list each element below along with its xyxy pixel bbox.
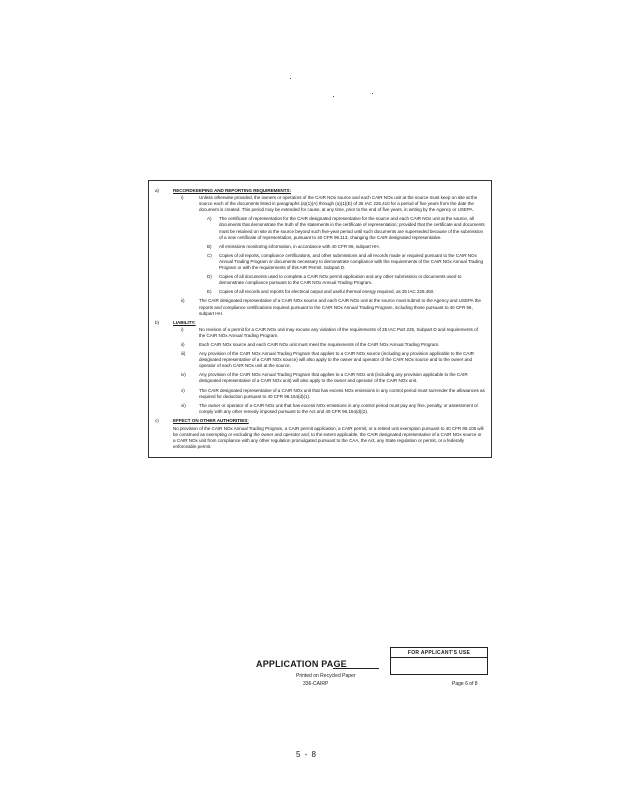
item-text: The owner or operator of a CAIR NOx unit that has excess NOx emissions in any control period must pay any fine, penalty, or assessment or comply with any other remedy imposed pursuant to the Act and 40 CFR 96.154(d)(2). bbox=[199, 402, 479, 414]
sub-item-text: Copies of all reports, compliance certifications, and other submissions and all records made or required pursuant to the CAIR NOx Annual Trading Program or documents necessary to demonstrate compliance with the requirements of the CAIR NOx Annual Trading Program or with the requirements of this AIR Permit. Subpart D. bbox=[219, 252, 483, 271]
sub-item bbox=[173, 289, 485, 295]
list-item bbox=[173, 195, 485, 213]
item-number: i) bbox=[181, 326, 184, 332]
item-number: i) bbox=[181, 195, 184, 201]
item-text: Each CAIR NOx source and each CAIR NOx unit must meet the requirements of the CAIR NOx Annual Trading Program. bbox=[199, 341, 440, 347]
item-text: Any provision of the CAIR NOx Annual Trading Program that applies to a CAIR NOx unit (including any provision applicable to the CAIR designated representative of a CAIR NOx unit) will also apply to the owner and operator of the CAIR NOx unit. bbox=[199, 372, 468, 384]
sub-item-text: All emissions monitoring information, in accordance with 40 CFR 96, subpart HH. bbox=[219, 243, 380, 249]
scan-speck bbox=[290, 78, 291, 79]
item-text: Unless otherwise provided, the owners or operators of the CAIR NOx source and each CAIR NOx unit at the source must keep on site at the source each of the documents listed in paragraphs (a)(1)(A) through (a)(1)(E) of 35 IAC 225.410 for a period of five years from the date the document is created. This period may be extended for cause, at any time, prior to the end of five years, in writing by the Agency or USEPA. bbox=[199, 195, 478, 213]
sub-item bbox=[173, 274, 485, 286]
section-paragraph: No provision of the CAIR NOx Annual Trading Program, a CAIR permit application, a CAIR permit, or a retired unit exemption pursuant to 40 CFR 96.105 will be construed as exempting or excluding the owner and operator and, to the extent applicable, the CAIR designated representative of a CAIR NOx source or a CAIR NOx unit from compliance with any other regulation promulgated pursuant to the CAA, the Act, any State regulation or permit, or a federally enforceable permit. bbox=[173, 426, 484, 450]
document-body bbox=[155, 188, 485, 453]
list-item bbox=[173, 298, 485, 316]
item-text: The CAIR designated representative of a CAIR NOx unit that has excess NOx emissions in any control period must surrender the allowances as required for deduction pursuant to 40 CFR 96.154(d)(1). bbox=[199, 387, 485, 399]
section-number: c) bbox=[155, 417, 159, 423]
section bbox=[155, 418, 485, 450]
sub-item-number: E) bbox=[207, 289, 212, 295]
scan-speck bbox=[372, 93, 373, 94]
page-number: 5 - 8 bbox=[296, 750, 318, 759]
item-number: iv) bbox=[181, 372, 186, 378]
section-title: RECORDKEEPING AND REPORTING REQUIREMENTS: bbox=[173, 188, 291, 193]
application-page-title: APPLICATION PAGE bbox=[256, 659, 347, 669]
item-text: The CAIR designated representative of a CAIR NOx source and each CAIR NOx unit at the source must submit to the Agency and USEPA the reports and compliance certifications required pursuant to the CAIR NOx Annual Trading Program, including those pursuant to 40 CFR 96, subpart HH. bbox=[199, 298, 481, 316]
section bbox=[155, 320, 485, 415]
section-title: EFFECT ON OTHER AUTHORITIES: bbox=[173, 417, 249, 423]
applicant-use-label: FOR APPLICANT'S USE bbox=[407, 650, 471, 656]
sub-item-number: D) bbox=[207, 274, 212, 280]
list-item bbox=[173, 388, 485, 400]
item-text: Any provision of the CAIR NOx Annual Trading Program that applies to a CAIR NOx source (including any provision applicable to the CAIR designated representative of a CAIR NOx source) will also apply to the owner and operator of the CAIR NOx source and to the owner and operator of each CAIR NOx unit at the source. bbox=[199, 351, 474, 369]
sub-item-text: Copies of all documents used to complete a CAIR NOx permit application and any other submission or documents used to demonstrate compliance pursuant to the CAIR NOx Annual Trading Program. bbox=[219, 274, 462, 286]
item-number: ii) bbox=[181, 341, 185, 347]
section-number: a) bbox=[155, 188, 159, 193]
sub-item bbox=[173, 253, 485, 271]
scan-speck bbox=[333, 96, 334, 97]
list-item bbox=[173, 351, 485, 369]
section-number: b) bbox=[155, 319, 159, 325]
form-number: 336-CAIRP bbox=[303, 681, 329, 687]
page-of-count: Page 6 of 8 bbox=[452, 681, 478, 687]
list-item bbox=[173, 372, 485, 384]
sub-item-number: B) bbox=[207, 243, 212, 249]
applicant-use-rule bbox=[391, 657, 487, 658]
sub-item bbox=[173, 216, 485, 240]
sub-item-number: C) bbox=[207, 252, 212, 258]
section bbox=[155, 188, 485, 317]
list-item bbox=[173, 342, 485, 348]
sub-item-text: Copies of all records and reports for electrical output and useful thermal energy required, as 35 IAC 225.450. bbox=[219, 289, 435, 295]
sub-item bbox=[173, 244, 485, 250]
item-text: No revision of a permit for a CAIR NOx unit may excuse any violation of the requirements of 35 IAC Part 225, Subpart D and requirements of the CAIR NOx Annual Trading Program. bbox=[199, 326, 478, 338]
sub-item-number: A) bbox=[207, 216, 212, 222]
item-number: vi) bbox=[181, 402, 186, 408]
item-number: iii) bbox=[181, 351, 186, 357]
item-number: v) bbox=[181, 387, 185, 393]
recycled-paper-note: Printed on Recycled Paper bbox=[296, 673, 356, 679]
sub-item-text: The certificate of representation for the CAIR designated representative for the source and each CAIR NOx unit at the source, all documents that demonstrate the truth of the statements in the certificate of representation; provided that the certificate and documents must be retained on site at the source beyond such five-year period until such documents are superseded because of the submission of a new certificate of representation, pursuant to 40 CFR 96.113, changing the CAIR designated representative. bbox=[219, 216, 485, 240]
applicant-use-box bbox=[390, 647, 488, 675]
list-item bbox=[173, 403, 485, 415]
application-page-blank bbox=[333, 668, 379, 669]
item-number: ii) bbox=[181, 298, 185, 304]
section-title: LIABILITY: bbox=[173, 319, 196, 325]
list-item bbox=[173, 327, 485, 339]
